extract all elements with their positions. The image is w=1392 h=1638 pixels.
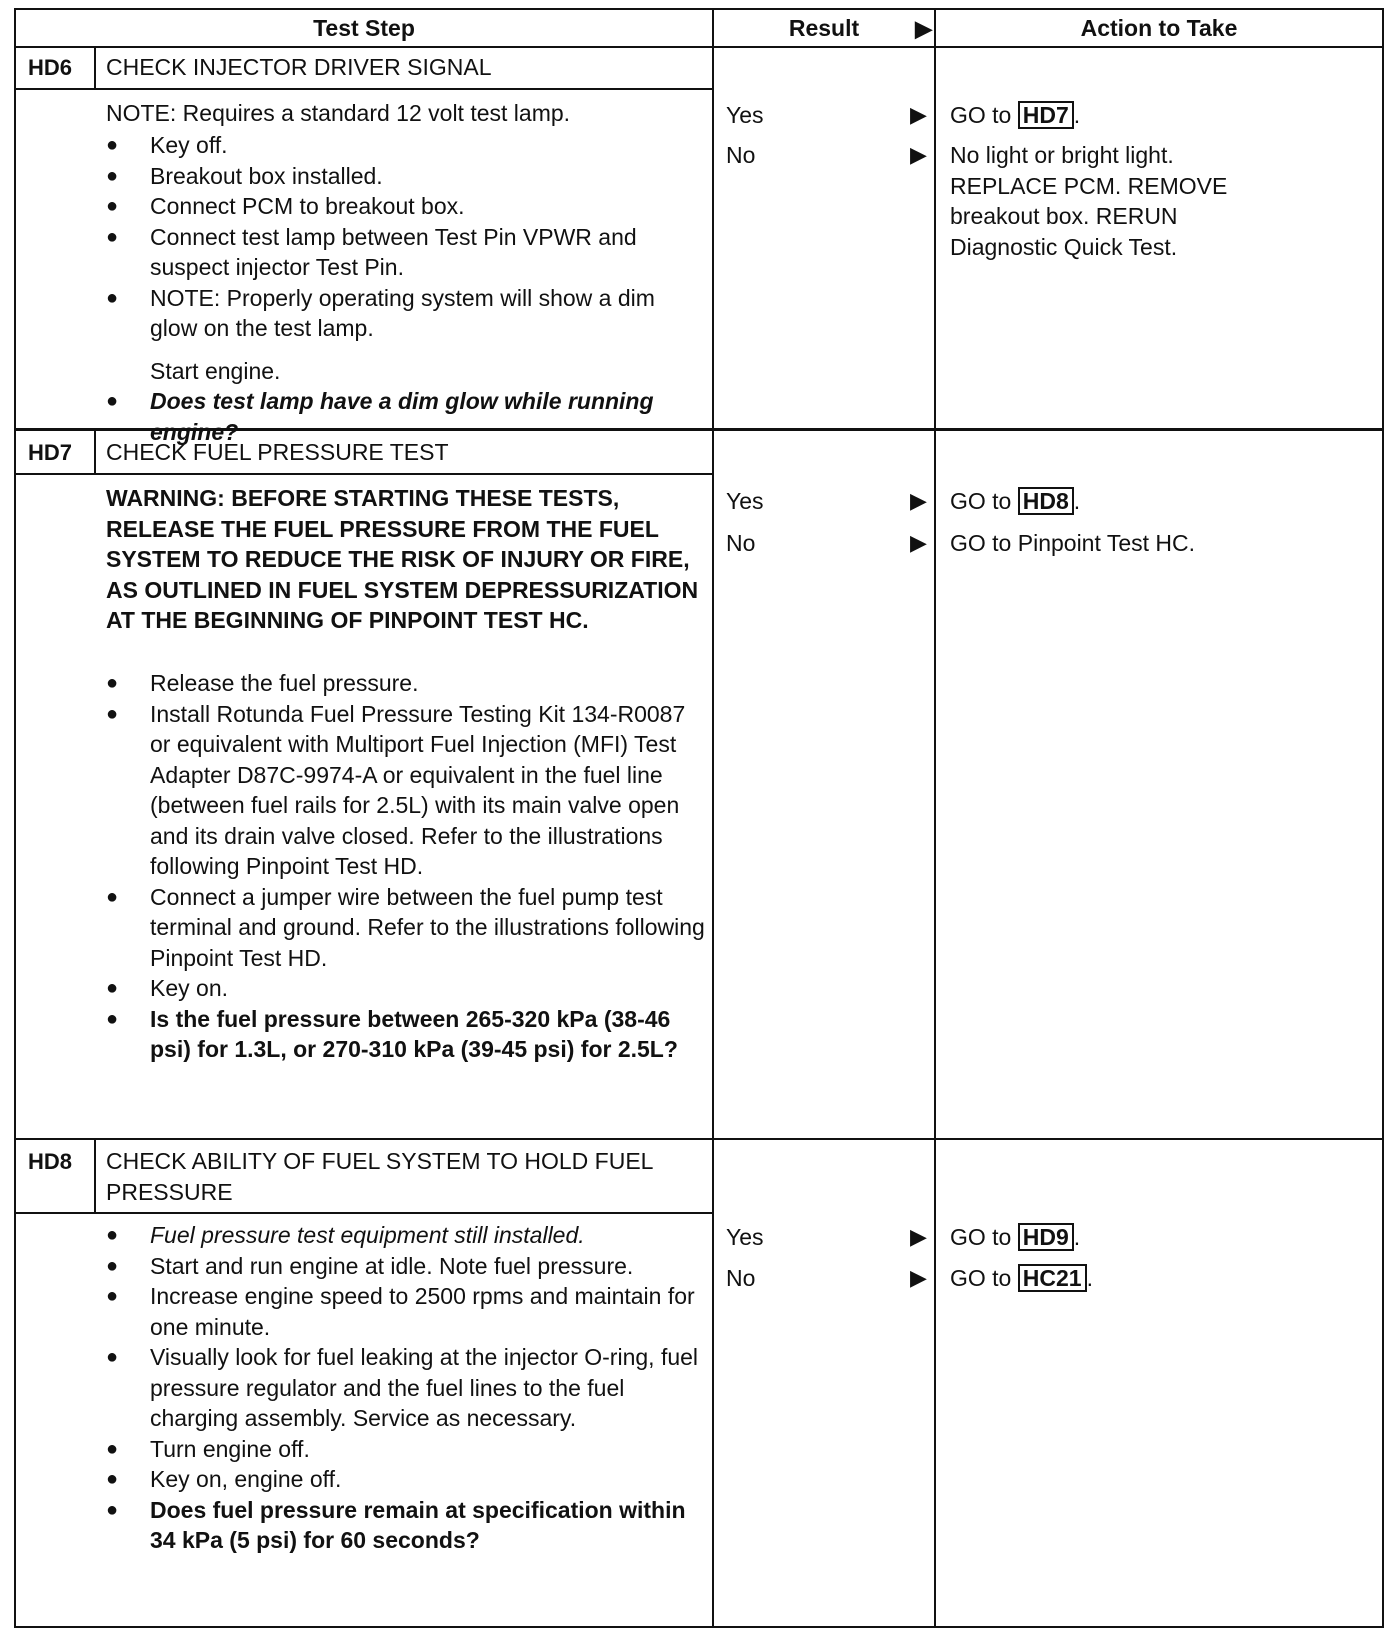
result-no: No xyxy=(726,1265,756,1291)
action-no: No light or bright light. REPLACE PCM. REMOVE breakout box. RERUN Diagnostic Quick Test. xyxy=(950,142,1228,260)
step-bullets xyxy=(106,668,706,1065)
bullet-item: ● Key off. xyxy=(106,130,706,161)
bullet-item: ● Fuel pressure test equipment still installed. xyxy=(106,1220,706,1251)
step-ref-link[interactable]: HD8 xyxy=(1018,487,1074,515)
action-prefix: GO to xyxy=(950,488,1018,514)
header-test-step-label: Test Step xyxy=(313,14,415,41)
step-warning: WARNING: BEFORE STARTING THESE TESTS, RELEASE THE FUEL PRESSURE FROM THE FUEL SYSTEM TO REDUCE THE RISK OF INJURY OR FIRE, AS OUTLINED IN FUEL SYSTEM DEPRESSURIZATION AT THE BEGINNING OF PINPOINT TEST HC. xyxy=(106,485,699,633)
arrow-icon: ▶ xyxy=(910,102,927,127)
step-ref-link[interactable]: HD7 xyxy=(1018,101,1074,129)
bullet-item: ● Breakout box installed. xyxy=(106,161,706,192)
bullet-question: ● Is the fuel pressure between 265-320 kPa (38-46 psi) for 1.3L, or 270-310 kPa (39-45 psi) for 2.5L? xyxy=(106,1004,706,1065)
step-bullets xyxy=(106,1220,706,1556)
header-test-step xyxy=(14,8,714,48)
bullet-item: Start engine. xyxy=(150,357,281,384)
bullet-item: ● Connect test lamp between Test Pin VPWR and suspect injector Test Pin. xyxy=(106,222,706,283)
step-code: HD8 xyxy=(28,1149,73,1174)
step-ref-link[interactable]: HD9 xyxy=(1018,1223,1074,1251)
result-yes: Yes xyxy=(726,488,764,514)
bullet-item: ● Increase engine speed to 2500 rpms and maintain for one minute. xyxy=(106,1281,706,1342)
arrow-icon: ▶ xyxy=(910,488,927,513)
header-action-label: Action to Take xyxy=(1080,14,1238,41)
col-divider-2 xyxy=(934,46,936,1628)
bullet-item: ● NOTE: Properly operating system will show a dim glow on the test lamp. xyxy=(106,283,706,344)
action-yes xyxy=(950,100,1370,131)
result-no: No xyxy=(726,142,756,168)
step-code: HD7 xyxy=(28,440,73,465)
arrow-icon: ▶ xyxy=(910,1224,927,1249)
pinpoint-test-table xyxy=(14,8,1384,1628)
header-result-label: Result xyxy=(788,14,860,41)
arrow-icon: ▶ xyxy=(910,530,927,555)
border-bottom xyxy=(14,1626,1384,1628)
title-underline-hd6 xyxy=(14,88,714,90)
bullet-item: ● Connect PCM to breakout box. xyxy=(106,191,706,222)
title-underline-hd7 xyxy=(14,473,714,475)
step-bullets xyxy=(106,130,706,447)
border-right xyxy=(1382,46,1384,1628)
result-no: No xyxy=(726,530,756,556)
header-action xyxy=(934,8,1384,48)
step-title: CHECK INJECTOR DRIVER SIGNAL xyxy=(106,54,492,80)
action-yes xyxy=(950,1222,1370,1253)
bullet-item: ● Install Rotunda Fuel Pressure Testing Kit 134-R0087 or equivalent with Multiport Fuel Injection (MFI) Test Adapter D87C-9974-A or equivalent in the fuel line (between fuel rails for 2.5L) with its main valve open and its drain valve closed. Refer to the illustrations following Pinpoint Test HD. xyxy=(106,699,706,882)
action-prefix: GO to xyxy=(950,102,1018,128)
action-suffix: . xyxy=(1086,1265,1093,1291)
arrow-icon: ▶ xyxy=(910,142,927,167)
bullet-item: ● Visually look for fuel leaking at the injector O-ring, fuel pressure regulator and the fuel lines to the fuel charging assembly. Service as necessary. xyxy=(106,1342,706,1434)
bullet-question: ● Does test lamp have a dim glow while running engine? xyxy=(106,386,706,447)
bullet-item: ● Key on, engine off. xyxy=(106,1464,706,1495)
action-prefix: GO to xyxy=(950,1224,1018,1250)
action-no: GO to Pinpoint Test HC. xyxy=(950,530,1196,556)
step-code: HD6 xyxy=(28,55,73,80)
row-divider-2 xyxy=(14,1138,1384,1140)
bullet-question: ● Does fuel pressure remain at specification within 34 kPa (5 psi) for 60 seconds? xyxy=(106,1495,706,1556)
action-suffix: . xyxy=(1073,102,1081,128)
action-suffix: . xyxy=(1073,488,1081,514)
arrow-icon: ▶ xyxy=(910,1265,927,1290)
code-divider-hd7 xyxy=(94,431,96,473)
bullet-item: ● Key on. xyxy=(106,973,706,1004)
title-underline-hd8 xyxy=(14,1212,714,1214)
step-title: CHECK FUEL PRESSURE TEST xyxy=(106,439,449,465)
code-divider-hd6 xyxy=(94,46,96,88)
step-note: NOTE: Requires a standard 12 volt test lamp. xyxy=(106,100,571,126)
code-divider-hd8 xyxy=(94,1140,96,1212)
action-suffix: . xyxy=(1073,1224,1081,1250)
action-no xyxy=(950,1263,1370,1294)
result-yes: Yes xyxy=(726,1224,764,1250)
bullet-item: ● Turn engine off. xyxy=(106,1434,706,1465)
border-left xyxy=(14,46,16,1628)
bullet-item: ● Connect a jumper wire between the fuel pump test terminal and ground. Refer to the illustrations following Pinpoint Test HD. xyxy=(106,882,706,974)
bullet-item: ● Release the fuel pressure. xyxy=(106,668,706,699)
col-divider-1 xyxy=(712,46,714,1628)
header-result xyxy=(712,8,936,48)
action-yes xyxy=(950,486,1370,517)
action-prefix: GO to xyxy=(950,1265,1018,1291)
result-yes: Yes xyxy=(726,102,764,128)
step-ref-link[interactable]: HC21 xyxy=(1018,1264,1087,1292)
bullet-item: ● Start and run engine at idle. Note fuel pressure. xyxy=(106,1251,706,1282)
arrow-icon: ▶ xyxy=(915,16,932,41)
step-title: CHECK ABILITY OF FUEL SYSTEM TO HOLD FUEL PRESSURE xyxy=(106,1148,653,1205)
